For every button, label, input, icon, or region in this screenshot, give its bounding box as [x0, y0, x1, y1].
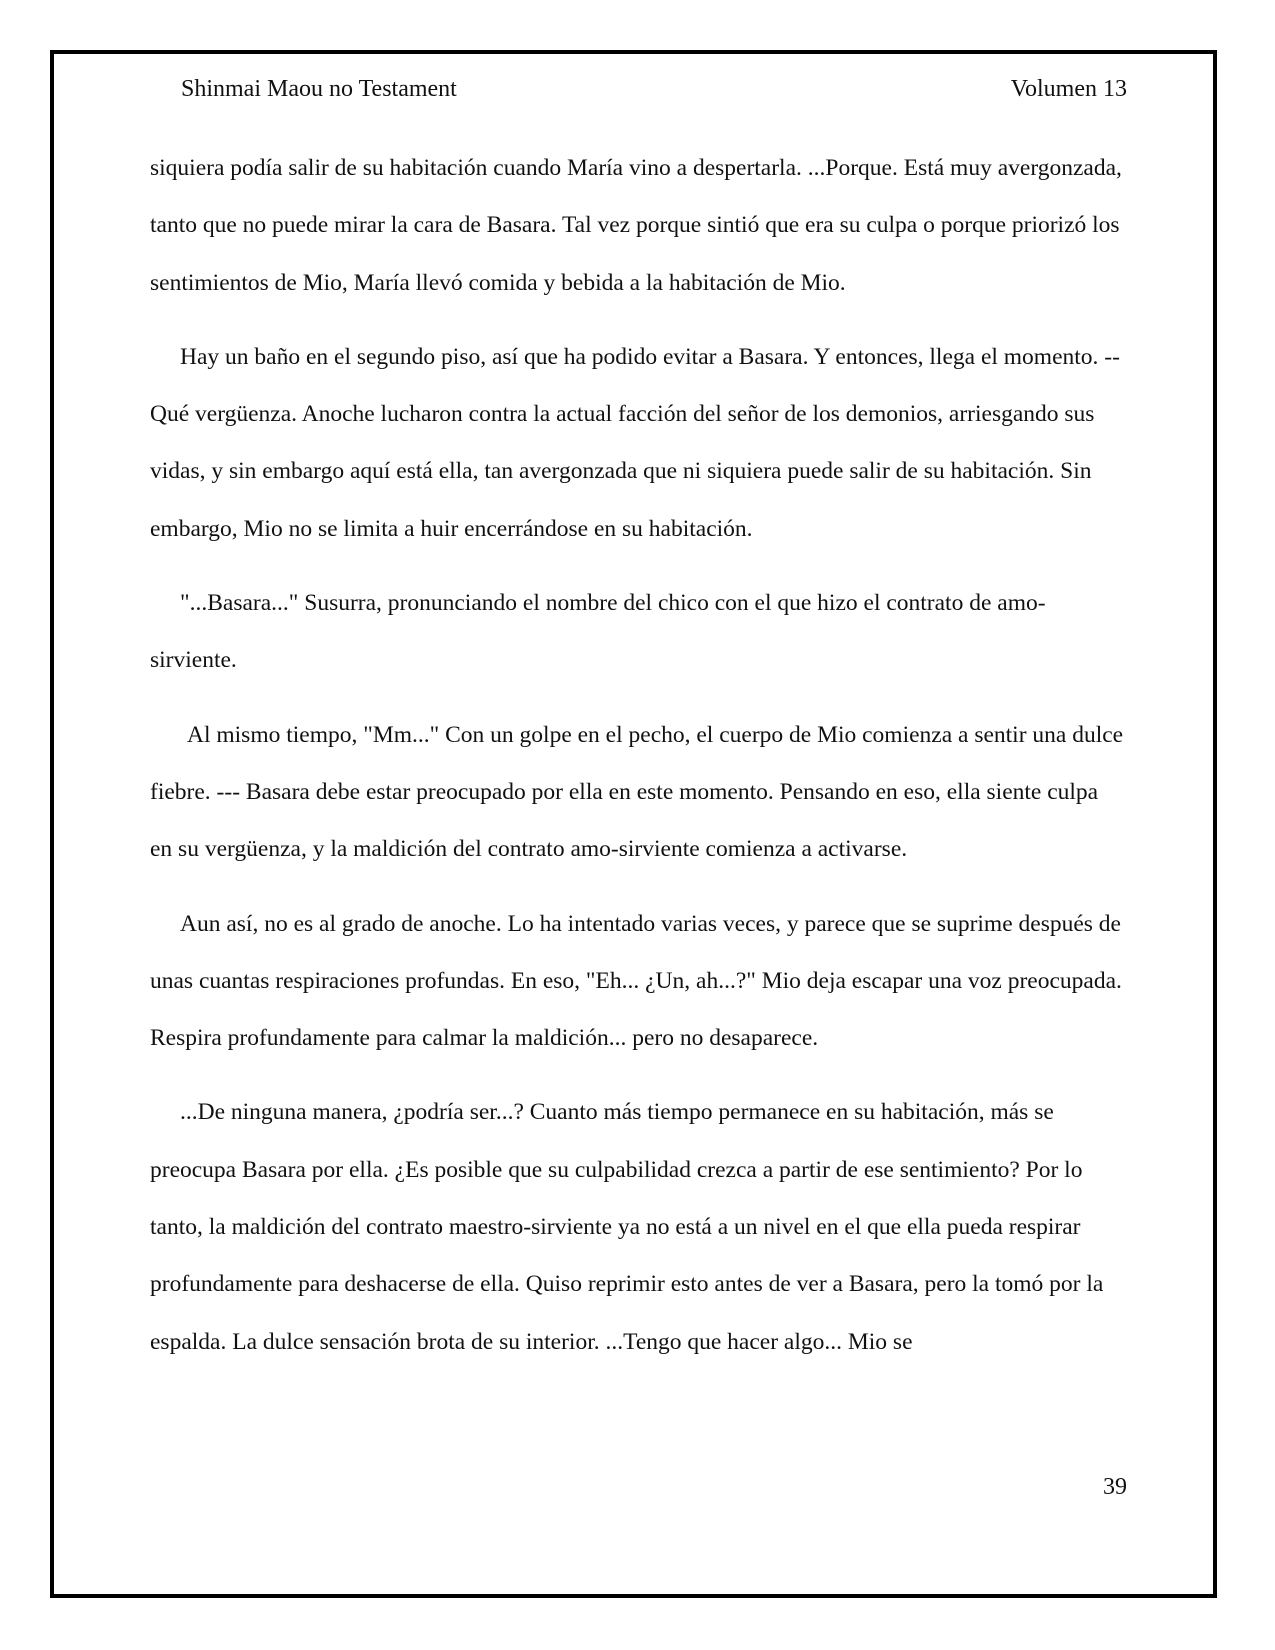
paragraph: Hay un baño en el segundo piso, así que ha podido evitar a Basara. Y entonces, llega el momento. -- Qué vergüenza. Anoche lucharon contra la actual facción del señor de los demonios, arriesgando sus vidas, y sin embargo aquí está ella, tan avergonzada que ni siquiera puede salir de su habitación. Sin embargo, Mio no se limita a huir encerrándose en su habitación. — [150, 343, 1120, 542]
book-title: Shinmai Maou no Testament — [181, 75, 457, 102]
paragraph: Aun así, no es al grado de anoche. Lo ha intentado varias veces, y parece que se suprime después de unas cuantas respiraciones profundas. En eso, "Eh... ¿Un, ah...?" Mio deja escapar una voz preocupada. Respira profundamente para calmar la maldición... pero no desaparece. — [150, 910, 1122, 1052]
body-text — [150, 140, 1125, 1388]
paragraph: "...Basara..." Susurra, pronunciando el nombre del chico con el que hizo el contrato de amo-sirviente. — [150, 590, 1046, 674]
volume-label: Volumen 13 — [1010, 75, 1127, 102]
running-header — [181, 72, 1127, 106]
page-number: 39 — [1103, 1474, 1127, 1500]
paragraph: ...De ninguna manera, ¿podría ser...? Cuanto más tiempo permanece en su habitación, más se preocupa Basara por ella. ¿Es posible que su culpabilidad crezca a partir de ese sentimiento? Por lo tanto, la maldición del contrato maestro-sirviente ya no está a un nivel en el que ella pueda respirar profundamente para deshacerse de ella. Quiso reprimir esto antes de ver a Basara, pero la tomó por la espalda. La dulce sensación brota de su interior. ...Tengo que hacer algo... Mio se — [150, 1099, 1104, 1355]
paragraph: Al mismo tiempo, "Mm..." Con un golpe en el pecho, el cuerpo de Mio comienza a sentir una dulce fiebre. --- Basara debe estar preocupado por ella en este momento. Pensando en eso, ella siente culpa en su vergüenza, y la maldición del contrato amo-sirviente comienza a activarse. — [150, 721, 1124, 863]
paragraph: siquiera podía salir de su habitación cuando María vino a despertarla. ...Porque. Está muy avergonzada, tanto que no puede mirar la cara de Basara. Tal vez porque sintió que era su culpa o porque priorizó los sentimientos de Mio, María llevó comida y bebida a la habitación de Mio. — [150, 155, 1122, 296]
